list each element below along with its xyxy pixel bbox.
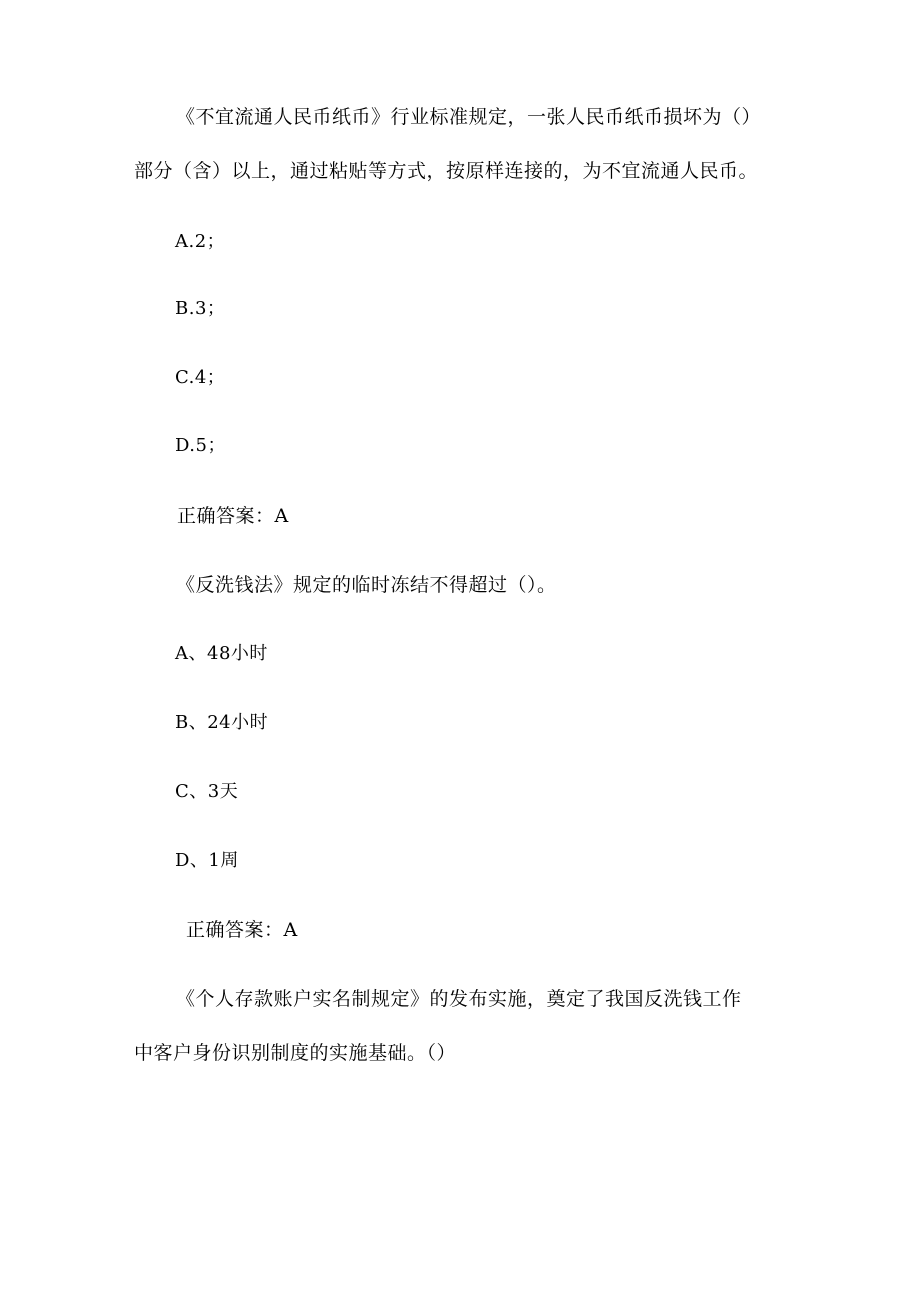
question-1-option-a: A.2；	[175, 231, 226, 252]
question-1-option-d: D.5；	[175, 435, 226, 456]
question-3-text-line-2: 中客户身份识别制度的实施基础。（）	[134, 1042, 457, 1064]
question-1-option-b: B.3；	[175, 298, 226, 319]
question-1-answer: 正确答案：A	[177, 505, 289, 527]
question-2-option-b: B、24小时	[175, 712, 269, 733]
question-1-option-c: C.4；	[175, 367, 226, 388]
question-2-text-line-1: 《反洗钱法》规定的临时冻结不得超过（）。	[176, 574, 557, 596]
question-1-text-line-2: 部分（含）以上，通过粘贴等方式，按原样连接的，为不宜流通人民币。	[134, 160, 759, 182]
question-2-answer: 正确答案：A	[186, 919, 298, 941]
question-2-option-d: D、1周	[175, 850, 239, 871]
question-2-option-c: C、3天	[175, 781, 239, 802]
question-3-text-line-1: 《个人存款账户实名制规定》的发布实施，奠定了我国反洗钱工作	[176, 988, 742, 1010]
question-1-text-line-1: 《不宜流通人民币纸币》行业标准规定，一张人民币纸币损坏为（）	[176, 106, 762, 128]
question-2-option-a: A、48小时	[175, 643, 268, 664]
